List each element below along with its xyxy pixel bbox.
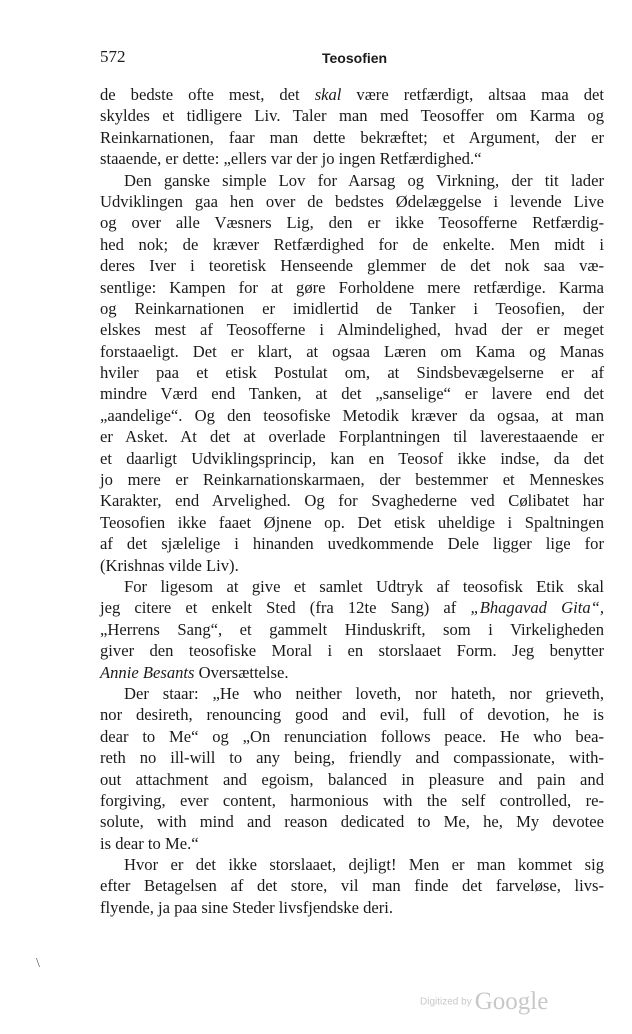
running-head-title: Teosofien — [322, 50, 388, 66]
text-line: er Asket. At det at overlade Forplantningen til laverestaaende er — [100, 427, 604, 447]
text-line: Annie Besants Oversættelse. — [100, 662, 289, 682]
google-logo: Google — [474, 988, 549, 1015]
text-line: Reinkarnationen, faar man dette bekræftet; et Argument, der er — [100, 127, 604, 147]
text-line: og Reinkarnationen er imidlertid de Tanker i Teosofien, der — [100, 298, 604, 318]
text-line: flyende, ja paa sine Steder livsfjendske deri. — [100, 897, 394, 917]
text-line: forgiving, ever content, harmonious with the self controlled, re- — [100, 790, 604, 810]
google-watermark — [420, 988, 548, 1016]
text-line: Udviklingen gaa hen over de bedstes Ødelæggelse i levende Live — [100, 191, 604, 211]
text-line: sentlige: Kampen for at gøre Forholdene mere retfærdige. Karma — [100, 277, 604, 297]
text-line: Karakter, end Arvelighed. Og for Svaghederne ved Cølibatet har — [100, 491, 604, 511]
text-line: og over alle Væsners Lig, den er ikke Teosofferne Retfærdig- — [100, 213, 604, 233]
text-line: Den ganske simple Lov for Aarsag og Virkning, der tit lader — [124, 170, 604, 190]
text-line: skyldes et tidligere Liv. Taler man med Teosoffer om Karma og — [100, 106, 604, 126]
text-line: elskes mest af Teosofferne i Almindelighed, hvad der er meget — [100, 320, 604, 340]
text-line: Teosofien ikke faaet Øjnene op. Det etisk uheldige i Spaltningen — [100, 512, 604, 532]
text-line: hviler paa et etisk Postulat om, at Sindsbevægelserne er af — [100, 363, 604, 383]
text-line: reth no ill-will to any being, friendly and compassionate, with- — [100, 748, 604, 768]
text-line: out attachment and egoism, balanced in pleasure and pain and — [100, 769, 604, 789]
body-text — [100, 84, 604, 918]
page-number: 572 — [100, 47, 126, 66]
text-line: jo mere er Reinkarnationskarmaen, der bestemmer et Menneskes — [100, 470, 604, 490]
text-line: is dear to Me.“ — [100, 833, 199, 853]
text-line: For ligesom at give et samlet Udtryk af teosofisk Etik skal — [124, 576, 604, 596]
text-line: „Herrens Sang“, et gammelt Hinduskrift, som i Virkeligheden — [100, 619, 604, 639]
text-line: jeg citere et enkelt Sted (fra 12te Sang) af „Bhagavad Gita“, — [100, 598, 604, 618]
text-line: forstaaeligt. Det er klart, at ogsaa Læren om Kama og Manas — [100, 341, 604, 361]
text-line: deres Iver i teoretisk Henseende glemmer de det nok saa væ- — [100, 256, 604, 276]
text-line: staaende, er dette: „ellers var der jo ingen Retfærdighed.“ — [100, 149, 482, 169]
text-line: solute, with mind and reason dedicated to Me, he, My devotee — [100, 812, 604, 832]
text-line: (Krishnas vilde Liv). — [100, 555, 239, 575]
text-line: „aandelige“. Og den teosofiske Metodik kræver da ogsaa, at man — [100, 405, 604, 425]
text-line: Hvor er det ikke storslaaet, dejligt! Men er man kommet sig — [124, 855, 604, 875]
text-line: et daarligt Udviklingsprincip, kan en Teosof ikke indse, da det — [100, 448, 604, 468]
text-line: af det sjælelige i hinanden uvedkommende Dele ligger lige for — [100, 534, 604, 554]
text-line: mindre Værd end Tanken, at det „sanselige“ er lavere end det — [100, 384, 604, 404]
text-line: nor desireth, renouncing good and evil, full of devotion, he is — [100, 705, 604, 725]
text-line: Der staar: „He who neither loveth, nor hateth, nor grieveth, — [124, 683, 604, 703]
text-line: hed nok; de kræver Retfærdighed for de enkelte. Men midt i — [100, 234, 604, 254]
watermark-prefix: Digitized by — [420, 996, 472, 1008]
text-line: efter Betagelsen af det store, vil man finde det farveløse, livs- — [100, 876, 604, 896]
text-line: de bedste ofte mest, det skal være retfærdigt, altsaa maa det — [100, 85, 605, 104]
text-line: dear to Me“ og „On renunciation follows peace. He who bea- — [100, 726, 604, 746]
text-line: giver den teosofiske Moral i en storslaaet Form. Jeg benytter — [100, 641, 604, 661]
stray-mark: \ — [36, 956, 40, 971]
